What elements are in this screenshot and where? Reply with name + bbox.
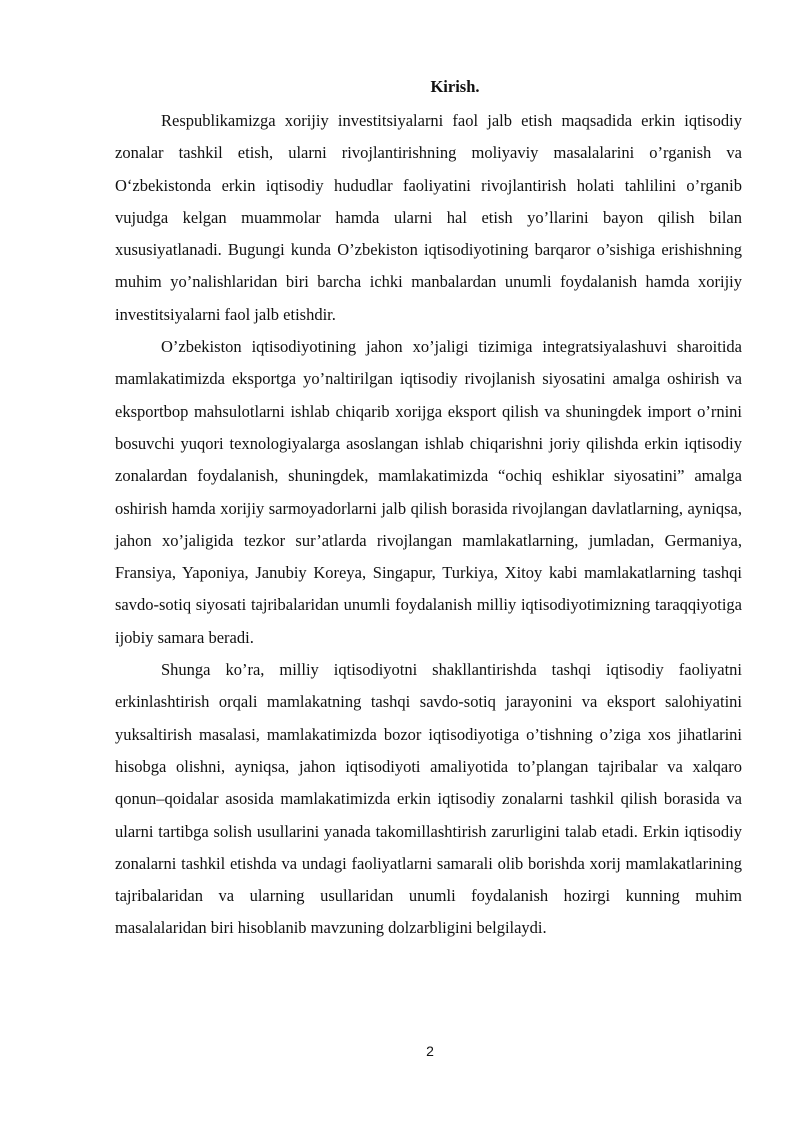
body-text (115, 105, 742, 945)
paragraph-2: O’zbekiston iqtisodiyotining jahon xo’jaligi tizimiga integratsiyalashuvi sharoitida mamlakatimizda eksportga yo’naltirilgan iqtisodiy rivojlanish siyosatini amalga oshirish va eksportbop mahsulotlarni ishlab chiqarib xorijga eksport qilish va shuningdek import o’rnini bosuvchi yuqori texnologiyalarga asoslangan ishlab chiqarishni joriy qilishda erkin iqtisodiy zonalardan foydalanish, shuningdek, mamlakatimizda “ochiq eshiklar siyosatini” amalga oshirish hamda xorijiy sarmoyadorlarni jalb qilish borasida rivojlangan davlatlarning, ayniqsa, jahon xo’jaligida tezkor sur’atlarda rivojlangan mamlakatlarning, jumladan, Germaniya, Fransiya, Yaponiya, Janubiy Koreya, Singapur, Turkiya, Xitoy kabi mamlakatlarning tashqi savdo-sotiq siyosati tajribalaridan unumli foydalanish milliy iqtisodiyotimizning taraqqiyotiga ijobiy samara beradi. (115, 337, 742, 647)
paragraph-1: Respublikamizga xorijiy investitsiyalarni faol jalb etish maqsadida erkin iqtisodiy zonalar tashkil etish, ularni rivojlantirishning moliyaviy masalalarini o’rganish va O‘zbekistonda erkin iqtisodiy hududlar faoliyatini rivojlantirish holati tahlilini o’rganib vujudga kelgan muammolar hamda ularni hal etish yo’llarini bayon qilish bilan xususiyatlanadi. Bugungi kunda O’zbekiston iqtisodiyotining barqaror o’sishiga erishishning muhim yo’nalishlaridan biri barcha ichki manbalardan unumli foydalanish hamda xorijiy investitsiyalarni faol jalb etishdir. (115, 111, 742, 324)
paragraph-3: Shunga ko’ra, milliy iqtisodiyotni shakllantirishda tashqi iqtisodiy faoliyatni erkinlashtirish orqali mamlakatning tashqi savdo-sotiq jarayonini va eksport salohiyatini yuksaltirish masalasi, mamlakatimizda bozor iqtisodiyotiga o’tishning o’ziga xos jihatlarini hisobga olishni, ayniqsa, jahon iqtisodiyoti amaliyotida to’plangan tajribalar va xalqaro qonun–qoidalar asosida mamlakatimizda erkin iqtisodiy zonalarni tashkil qilish borasida va ularni tartibga solish usullarini yanada takomillashtirish zarurligini talab etadi. Erkin iqtisodiy zonalarni tashkil etishda va undagi faoliyatlarni samarali olib borishda xorij mamlakatlarining tajribalaridan va ularning usullaridan unumli foydalanish hozirgi kunning muhim masalalaridan biri hisoblanib mavzuning dolzarbligini belgilaydi. (115, 660, 742, 938)
section-title: Kirish. (430, 77, 480, 96)
page-number: 2 (426, 1043, 434, 1059)
